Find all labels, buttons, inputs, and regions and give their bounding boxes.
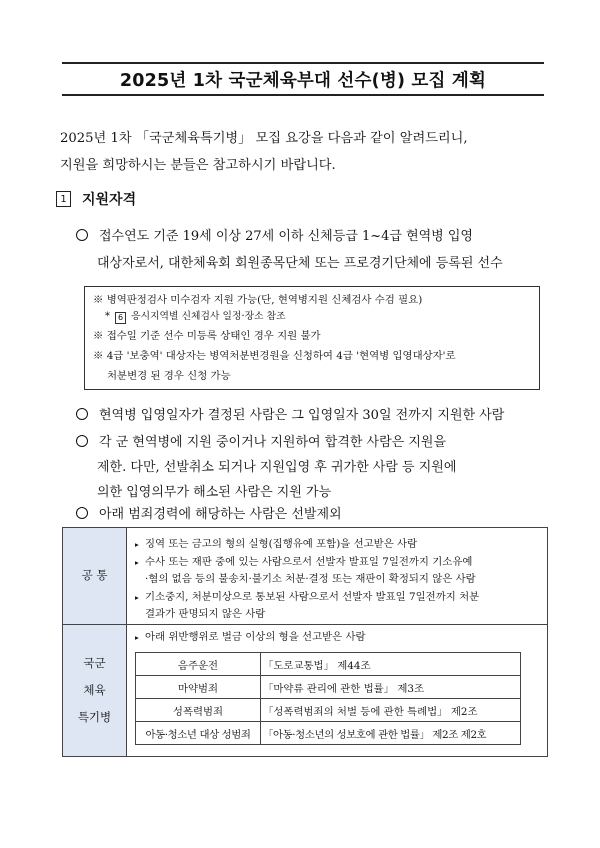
law-crime: 마약범죄 <box>136 676 261 699</box>
intro-line-2: 지원을 희망하시는 분들은 참고하시기 바랍니다. <box>60 158 336 173</box>
military-label-1: 국군 <box>83 655 106 670</box>
military-intro: ▸ 아래 위반행위로 벌금 이상의 형을 선고받은 사람 <box>127 629 547 647</box>
law-crime: 아동·청소년 대상 성범죄 <box>136 722 261 745</box>
common-item-2: ▸ 수사 또는 재판 중에 있는 사람으로서 선발자 발표일 7일전까지 기소유예 <box>127 554 547 572</box>
triangle-bullet-icon: ▸ <box>135 557 139 567</box>
law-crime: 성폭력범죄 <box>136 699 261 722</box>
note-1: ※ 병역판정검사 미수검자 지원 가능(단, 현역병지원 신체검사 수검 필요) <box>93 294 423 306</box>
note-3: ※ 접수일 기준 선수 미등록 상태인 경우 지원 불가 <box>93 330 321 342</box>
note-2-text: 응시지역별 신체검사 일정·장소 참조 <box>131 311 286 322</box>
triangle-bullet-icon: ▸ <box>135 540 139 549</box>
section-number: 1 <box>56 191 71 207</box>
bullet-2 <box>76 404 504 423</box>
notes-box <box>84 286 540 390</box>
intro-line-1: 2025년 1차 「국군체육특기병」 모집 요강을 다음과 같이 알려드리니, <box>60 131 468 146</box>
circle-bullet-icon <box>76 507 88 519</box>
bullet-2-text: 현역병 입영일자가 결정된 사람은 그 입영일자 30일 전까지 지원한 사람 <box>99 408 505 423</box>
crime-history-table <box>62 527 548 757</box>
note-2 <box>105 308 286 324</box>
law-row <box>136 676 521 699</box>
circle-bullet-icon <box>76 229 88 241</box>
title-box <box>62 62 544 96</box>
common-category-cell <box>63 528 127 625</box>
law-ref: 「아동·청소년의 성보호에 관한 법률」 제2조 제2호 <box>261 722 521 745</box>
military-label-3: 특기병 <box>77 709 112 724</box>
military-label-2: 체육 <box>83 682 106 697</box>
bullet-4-text: 아래 범죄경력에 해당하는 사람은 선발제외 <box>99 507 342 522</box>
triangle-bullet-icon: ▸ <box>135 592 139 602</box>
section-title: 지원자격 <box>82 192 137 208</box>
bullet-3-line-1: 각 군 현역병에 지원 중이거나 지원하여 합격한 사람은 지원을 <box>99 435 447 450</box>
triangle-bullet-icon: ▸ <box>135 632 139 642</box>
military-category-cell <box>63 624 127 756</box>
law-row <box>136 653 521 676</box>
section-header <box>56 189 136 209</box>
law-ref: 「마약류 관리에 관한 법률」 제3조 <box>261 676 521 699</box>
common-content-cell <box>127 528 548 625</box>
military-content-cell <box>127 624 548 756</box>
law-row <box>136 722 521 745</box>
note-2-number: 6 <box>115 312 126 324</box>
common-item-2-cont: ·혐의 없음 등의 불송치·불기소 처분·결정 또는 재판이 확정되지 않은 사람 <box>145 573 476 585</box>
common-item-1: ▸ 징역 또는 금고의 형의 실형(집행유예 포함)을 선고받은 사람 <box>127 536 547 554</box>
bullet-1-line-2: 대상자로서, 대한체육회 회원종목단체 또는 프로경기단체에 등록된 선수 <box>97 256 503 271</box>
law-row <box>136 699 521 722</box>
note-4-line-2: 처분변경 된 경우 신청 가능 <box>107 370 231 382</box>
bullet-3 <box>76 431 446 450</box>
common-row <box>63 528 548 625</box>
circle-bullet-icon <box>76 408 88 420</box>
bullet-4 <box>76 503 342 522</box>
military-row <box>63 624 548 756</box>
law-ref: 「도로교통법」 제44조 <box>261 653 521 676</box>
common-label: 공 통 <box>81 568 108 583</box>
circle-bullet-icon <box>76 435 88 447</box>
law-crime: 음주운전 <box>136 653 261 676</box>
law-ref: 「성폭력범죄의 처벌 등에 관한 특례법」 제2조 <box>261 699 521 722</box>
bullet-1-line-1: 접수연도 기준 19세 이상 27세 이하 신체등급 1~4급 현역병 입영 <box>99 229 473 244</box>
law-table <box>135 652 521 745</box>
note-4-line-1: ※ 4급 '보충역' 대상자는 병역처분변경원을 신청하여 4급 '현역병 입영대상자'로 <box>93 350 456 362</box>
bullet-3-line-3: 의한 입영의무가 해소된 사람은 지원 가능 <box>97 485 332 500</box>
bullet-1 <box>76 225 473 244</box>
note-2-prefix: * <box>105 311 110 322</box>
page-title: 2025년 1차 국군체육부대 선수(병) 모집 계획 <box>119 70 487 91</box>
bullet-3-line-2: 제한. 다만, 선발취소 되거나 지원입영 후 귀가한 사람 등 지원에 <box>97 460 457 475</box>
common-item-3-cont: 결과가 판명되지 않은 사람 <box>145 608 266 620</box>
common-item-3: ▸ 기소중지, 처분미상으로 통보된 사람으로서 선발자 발표일 7일전까지 처분 <box>127 589 547 607</box>
